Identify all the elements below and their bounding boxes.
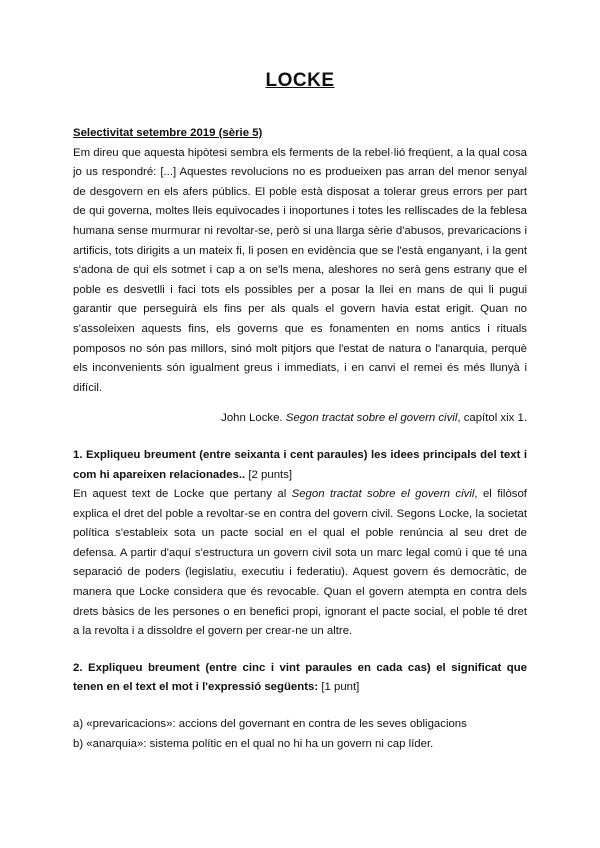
- answer-1-work: Segon tractat sobre el govern civil: [291, 488, 475, 501]
- question-1-text: 1. Expliqueu breument (entre seixanta i cent paraules) les idees principals del text i com hi apareixen relacionades..: [73, 448, 527, 481]
- page-title: LOCKE: [265, 70, 335, 91]
- answer-1-intro: En aquest text de Locke que pertany al: [73, 488, 292, 501]
- answer-2b: b) «anarquia»: sistema polític en el qual no hi ha un govern ni cap líder.: [73, 737, 434, 750]
- source-text: Em direu que aquesta hipòtesi sembra els ferments de la rebel·lió freqüent, a la qual cosa jo us respondré: [...] Aquestes revolucions no es produeixen pas arran del menor senyal de desgovern en els afers públics. El poble està disposat a tolerar greus errors per part de qui governa, moltes lleis equivocades i inoportunes i totes les relliscades de la feblesa humana sense murmurar ni revoltar-se, però si una llarga sèrie d'abusos, prevaricacions i artificis, tots dirigits a un mateix fi, li posen en evidència que se l'està enganyant, i la gent s'adona de qui els sotmet i cap a on se'ls mena, aleshores no serà gens estrany que el poble es desvetlli i faci tots els possibles per a posar la llei en mans de qui li pugui garantir que perseguirà els fins per als quals el govern havia estat erigit. Quan no s'assoleixen aquests fins, els governs que es fonamenten en noms antics i rituals pomposos no són pas millors, sinó molt pitjors que l'estat de natura o l'anarquia, perquè els inconvenients són igualment greus i immediats, i en canvi el remei és més llunyà i difícil.: [73, 146, 527, 394]
- answer-2: [73, 715, 527, 754]
- question-2-text: 2. Expliqueu breument (entre cinc i vint paraules en cada cas) el significat que tenen en el text el mot i l'expressió següents:: [73, 661, 527, 694]
- citation-work: Segon tractat sobre el govern civil: [285, 412, 458, 425]
- citation-author: John Locke.: [221, 412, 283, 425]
- document-body: [73, 124, 527, 754]
- answer-2a: a) «prevaricacions»: accions del governant en contra de les seves obligacions: [73, 718, 467, 731]
- exam-heading: Selectivitat setembre 2019 (sèrie 5): [73, 127, 263, 139]
- question-1: [73, 446, 527, 485]
- answer-1-body: , el filòsof explica el dret del poble a revoltar-se en contra del govern civil. Segons Locke, la societat política s'estableix sota un pacte social en el qual el poble renúncia al seu dret de defensa. A partir d'aquí s'estructura un govern civil sota un marc legal comú i que té una separació de poders (legislatiu, executiu i federatiu). Aquest govern és democràtic, de manera que Locke considera que és revocable. Quan el govern atempta en contra dels drets bàsics de les persones o en benefici propi, ignorant el pacte social, el poble té dret a la revolta i a dissoldre el govern per crear-ne un altre.: [73, 488, 527, 638]
- citation-location: , capítol xix 1.: [457, 412, 527, 425]
- question-2: [73, 659, 527, 698]
- question-2-points: [1 punt]: [321, 681, 360, 694]
- citation: [73, 409, 527, 429]
- answer-1: [73, 485, 527, 642]
- question-1-points: [2 punts]: [248, 468, 293, 481]
